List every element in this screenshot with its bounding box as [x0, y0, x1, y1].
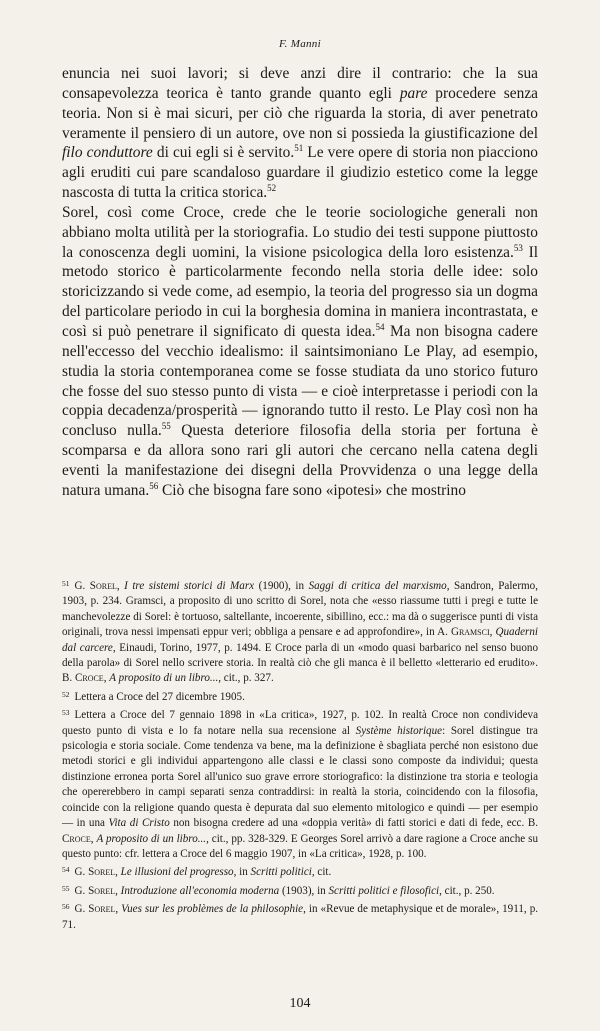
paragraph: Sorel, così come Croce, crede che le teorie sociologiche generali non abbiano molta utilità per la storiografia. Lo studio dei testi suppone piuttosto la conoscenza degli uomini, la visione psicologica della loro esistenza.$^{53}$ Il metodo storico è particolarmente fecondo nella storia delle idee: solo storicizzando si vede come, ad esempio, la teoria del progresso sia un dogma del particolare periodo in cui la borghesia domina in maniera incontrastata, e così si può penetrare il significato di questa idea.$^{54}$ Ma non bisogna cadere nell'eccesso del vecchio idealismo: il saintsimoniano Le Play, ad esempio, studia la storia contemporanea come se fosse studiata da uno storico futuro che fosse del suo stesso punto di vista — e cioè interpretasse i periodi con la coppia decadenza/prosperità — ignorando tutto il resto. Le Play così non ha concluso nulla.$^{55}$ Questa deteriore filosofia della storia per fortuna è scomparsa e da allora sono rari gli autori che cercano nella catena degli eventi la manifestazione dei disegni della Provvidenza o una legge della natura umana.$^{56}$ Ciò che bisogna fare sono «ipotesi» che mostrino [62, 203, 539, 499]
paragraph: enuncia nei suoi lavori; si deve anzi dire il contrario: che la sua consapevolezza teorica è tanto grande quanto egli pare procedere senza teoria. Non si è mai sicuri, per ciò che riguarda la storia, di aver penetrato veramente il pensiero di un autore, ove non si possieda la giustificazione del filo conduttore di cui egli si è servito.$^{51}$ Le vere opere di storia non piacciono agli eruditi cui pare scandaloso guardare il giudizio estetico come la legge nascosta di tutta la critica storica.$^{52}$ [62, 65, 539, 202]
footnote-53: $^{53}$ Lettera a Croce del 7 gennaio 1898 in «La critica», 1927, p. 102. In realtà Croce non condivideva questo punto di vista e lo fa notare nella sua recensione al Système historique: Sorel distingue tra psicologia e storia sociale. Come tendenza va bene, ma la definizione è sbagliata perché non esistono due metodi storici e gli individui appartengono alle classi e le classi sono composte da individui; questa distinzione erronea porta Sorel all'unico suo grave errore storiografico: la distinzione tra storia e teologia che opererebbero in campi separati senza contraddirsi: in realtà la storia, coincidendo con la filosofia, coincide con la religione quando questa è depurata dal suo elemento mitologico e quindi — per esempio — in una Vita di Cristo non bisogna credere ad una «doppia verità» di fatti storici e dati di fede, ecc. B. Croce, A proposito di un libro..., cit., pp. 328-329. E Georges Sorel arrivò a dare ragione a Croce anche su questo punto: cfr. lettera a Croce del 6 maggio 1907, in «La critica», 1928, p. 100. [62, 708, 539, 860]
footnote-ref[interactable]: 56 [149, 480, 159, 491]
footnote-ref[interactable]: 53 [513, 242, 523, 253]
footnote-52: $^{52}$ Lettera a Croce del 27 dicembre 1905. [62, 689, 245, 703]
footnote-ref[interactable]: 52 [267, 183, 277, 194]
footnote-56: $^{56}$ G. Sorel, Vues sur les problèmes de la philosophie, in «Revue de metaphysique et de morale», 1911, p. 71. [62, 902, 539, 931]
main-text [62, 64, 538, 501]
footnote-55: $^{55}$ G. Sorel, Introduzione all'economia moderna (1903), in Scritti politici e filosofici, cit., p. 250. [62, 883, 495, 897]
footnotes [62, 576, 538, 933]
footnote-ref[interactable]: 54 [375, 321, 385, 332]
footnote-ref[interactable]: 55 [161, 421, 171, 432]
footnote-ref[interactable]: 51 [294, 143, 304, 154]
footnote-54: $^{54}$ G. Sorel, Le illusioni del progresso, in Scritti politici, cit. [62, 865, 332, 879]
footnote-51: $^{51}$ G. Sorel, I tre sistemi storici di Marx (1900), in Saggi di critica del marxismo, Sandron, Palermo, 1903, p. 234. Gramsci, a proposito di uno scritto di Sorel, nota che «esso riassume tutti i pregi e tutte le manchevolezze di Sorel: è tortuoso, saltellante, incoerente, sibillino, ecc.: ma dà o suggerisce punti di vista originali, trova nessi impensati eppur veri; obbliga a pensare e ad approfondire», in A. Gramsci, Quaderni dal carcere, Einaudi, Torino, 1977, p. 1494. E Croce parla di un «modo quasi barbarico nel senso buono della parola» di Sorel nello scrivere storia. In realtà ciò che gli manca è il belletto «letterario ed erudito». B. Croce, A proposito di un libro..., cit., p. 327. [62, 579, 538, 685]
page-number: 104 [289, 996, 311, 1011]
running-head: F. Manni [279, 38, 321, 50]
